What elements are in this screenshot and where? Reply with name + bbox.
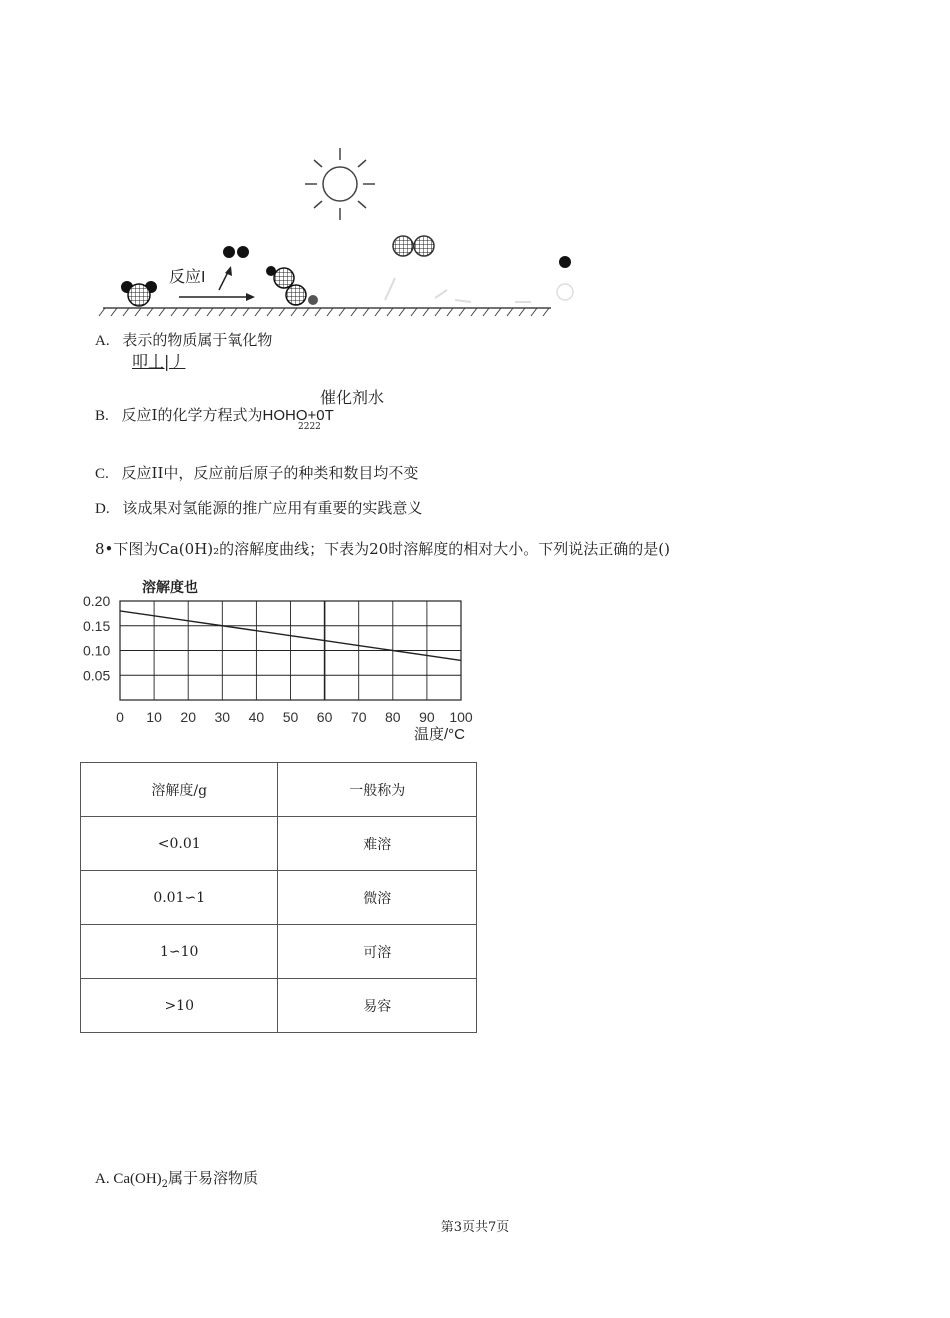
x-tick-label: 80 (385, 709, 401, 725)
equation: HOHO+0T (262, 407, 334, 424)
reaction-illustration (95, 140, 615, 320)
peroxide-molecule-icon (266, 266, 318, 305)
option-8a-subscript: 2 (161, 1179, 169, 1190)
table-cell: 微溶 (278, 871, 477, 925)
option-key: D. (95, 501, 110, 517)
table-row (81, 817, 477, 871)
x-tick-label: 70 (350, 709, 367, 725)
table-cell: 可溶 (278, 925, 477, 979)
solubility-chart (80, 575, 500, 750)
y-tick-label: 0.20 (83, 593, 111, 609)
x-tick-label: 50 (282, 709, 299, 725)
option-8a (95, 1167, 258, 1190)
equation-subscripts: 2222 (298, 422, 321, 432)
x-tick-label: 0 (116, 709, 124, 725)
table-cell: >10 (81, 979, 278, 1033)
chart-xlabel: 温度/°C (414, 726, 465, 743)
option-8a-text: A. Ca(OH) (95, 1171, 162, 1187)
option-a-legend-text: 叩丄|丿 (132, 352, 186, 371)
x-tick-label: 10 (146, 709, 162, 725)
right-dot-icon (559, 256, 571, 268)
page-footer: 第3页共7页 (440, 1220, 510, 1235)
reaction-label: 反应I (169, 269, 206, 286)
option-key: B. (95, 408, 109, 424)
solubility-table (80, 762, 477, 1033)
x-tick-label: 90 (419, 709, 435, 725)
x-tick-label: 30 (214, 709, 231, 725)
chart-ylabel: 溶解度也 (142, 579, 198, 595)
table-row (81, 925, 477, 979)
x-tick-label: 60 (316, 709, 333, 725)
option-c (95, 462, 418, 483)
y-tick-label: 0.05 (83, 667, 111, 684)
faded-circle-icon (557, 284, 573, 300)
hydrogen-molecule-icon (223, 246, 249, 258)
option-text: 表示的物质属于氧化物 (122, 331, 273, 349)
question-8: 8•下图为Ca(0H)₂的溶解度曲线；下表为20时溶解度的相对大小。下列说法正确的是() (95, 540, 670, 558)
y-tick-label: 0.15 (83, 617, 111, 634)
table-cell: 0.01∽1 (81, 871, 278, 925)
water-molecule-icon (121, 281, 157, 306)
table-row (81, 871, 477, 925)
catalyst-label: 催化剂水 (320, 390, 385, 407)
option-text: 反应I的化学方程式为 (121, 406, 263, 424)
table-header-cell: 溶解度/g (81, 763, 278, 817)
table-cell: <0.01 (81, 817, 278, 871)
table-header-row (81, 763, 477, 817)
x-tick-label: 20 (180, 709, 196, 725)
x-tick-label: 40 (248, 709, 265, 725)
option-d (95, 497, 422, 518)
option-a (95, 329, 272, 350)
y-tick-label: 0.10 (83, 642, 111, 659)
faded-water-mark (385, 278, 531, 302)
option-text: 反应II中，反应前后原子的种类和数目均不变 (121, 464, 419, 482)
table-header-cell: 一般称为 (278, 763, 477, 817)
table-cell: 易容 (278, 979, 477, 1033)
table-cell: 难溶 (278, 817, 477, 871)
table-cell: 1∽10 (81, 925, 278, 979)
option-key: C. (95, 466, 109, 482)
reaction-arrow-head (246, 293, 255, 301)
option-key: A. (95, 333, 110, 349)
oxygen-molecule-icon (393, 236, 434, 256)
option-8a-text-after: 属于易溶物质 (168, 1169, 259, 1187)
option-text: 该成果对氢能源的推广应用有重要的实践意义 (122, 499, 423, 517)
sun-icon (305, 148, 375, 220)
x-tick-label: 100 (449, 709, 473, 725)
table-row (81, 979, 477, 1033)
ground-line (99, 308, 551, 316)
